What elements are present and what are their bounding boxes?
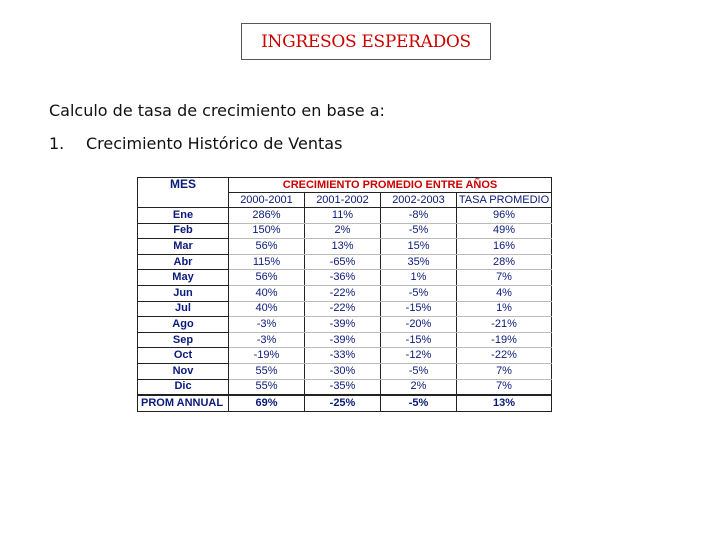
table-row: [138, 301, 552, 317]
table-row: [138, 332, 552, 348]
month-cell: Sep: [138, 332, 229, 348]
value-cell: -21%: [457, 317, 552, 333]
value-cell: -36%: [305, 270, 381, 286]
column-header: TASA PROMEDIO: [457, 193, 552, 208]
month-cell: Dic: [138, 379, 229, 395]
value-cell: 35%: [381, 254, 457, 270]
value-cell: 286%: [229, 208, 305, 224]
month-cell: May: [138, 270, 229, 286]
value-cell: -5%: [381, 285, 457, 301]
value-cell: 115%: [229, 254, 305, 270]
group-header: CRECIMIENTO PROMEDIO ENTRE AÑOS: [229, 178, 552, 193]
value-cell: 16%: [457, 239, 552, 255]
month-cell: Feb: [138, 223, 229, 239]
subtitle: Calculo de tasa de crecimiento en base a:: [49, 101, 385, 120]
value-cell: -65%: [305, 254, 381, 270]
prom-value: -5%: [381, 395, 457, 411]
value-cell: 40%: [229, 301, 305, 317]
value-cell: 56%: [229, 270, 305, 286]
table-row: [138, 285, 552, 301]
value-cell: -35%: [305, 379, 381, 395]
value-cell: 55%: [229, 379, 305, 395]
value-cell: -19%: [229, 348, 305, 364]
value-cell: -20%: [381, 317, 457, 333]
value-cell: -8%: [381, 208, 457, 224]
value-cell: 4%: [457, 285, 552, 301]
value-cell: 40%: [229, 285, 305, 301]
value-cell: 28%: [457, 254, 552, 270]
month-cell: Oct: [138, 348, 229, 364]
month-cell: Nov: [138, 363, 229, 379]
month-cell: Abr: [138, 254, 229, 270]
value-cell: -22%: [457, 348, 552, 364]
value-cell: 13%: [305, 239, 381, 255]
value-cell: -3%: [229, 317, 305, 333]
value-cell: -15%: [381, 301, 457, 317]
value-cell: -22%: [305, 285, 381, 301]
value-cell: 1%: [381, 270, 457, 286]
table-row: [138, 348, 552, 364]
value-cell: 7%: [457, 379, 552, 395]
value-cell: -30%: [305, 363, 381, 379]
column-header: 2002-2003: [381, 193, 457, 208]
prom-row: [138, 395, 552, 411]
value-cell: -22%: [305, 301, 381, 317]
value-cell: -33%: [305, 348, 381, 364]
value-cell: -39%: [305, 317, 381, 333]
value-cell: 2%: [305, 223, 381, 239]
page-title: INGRESOS ESPERADOS: [261, 31, 471, 52]
value-cell: -3%: [229, 332, 305, 348]
value-cell: -15%: [381, 332, 457, 348]
value-cell: -39%: [305, 332, 381, 348]
list-text: Crecimiento Histórico de Ventas: [86, 134, 343, 153]
prom-label: PROM ANNUAL: [138, 395, 229, 411]
value-cell: 15%: [381, 239, 457, 255]
table-row: [138, 317, 552, 333]
title-box: [241, 23, 491, 60]
prom-value: -25%: [305, 395, 381, 411]
month-cell: Jun: [138, 285, 229, 301]
month-cell: Ago: [138, 317, 229, 333]
value-cell: -19%: [457, 332, 552, 348]
list-number: 1.: [49, 134, 65, 153]
month-cell: Jul: [138, 301, 229, 317]
month-cell: Mar: [138, 239, 229, 255]
table-row: [138, 270, 552, 286]
mes-header: MES: [138, 178, 229, 208]
column-header: 2001-2002: [305, 193, 381, 208]
value-cell: 11%: [305, 208, 381, 224]
value-cell: -5%: [381, 223, 457, 239]
table-row: [138, 379, 552, 395]
value-cell: 56%: [229, 239, 305, 255]
value-cell: -12%: [381, 348, 457, 364]
table-row: [138, 223, 552, 239]
value-cell: 7%: [457, 363, 552, 379]
table-row: [138, 239, 552, 255]
value-cell: 49%: [457, 223, 552, 239]
table-body: [138, 208, 552, 396]
prom-value: 13%: [457, 395, 552, 411]
value-cell: 2%: [381, 379, 457, 395]
column-header: 2000-2001: [229, 193, 305, 208]
prom-value: 69%: [229, 395, 305, 411]
value-cell: 1%: [457, 301, 552, 317]
month-cell: Ene: [138, 208, 229, 224]
table-row: [138, 208, 552, 224]
growth-table: [137, 177, 552, 412]
table-row: [138, 254, 552, 270]
list-item: [49, 134, 342, 153]
value-cell: 150%: [229, 223, 305, 239]
value-cell: 96%: [457, 208, 552, 224]
value-cell: -5%: [381, 363, 457, 379]
table-row: [138, 363, 552, 379]
value-cell: 55%: [229, 363, 305, 379]
value-cell: 7%: [457, 270, 552, 286]
